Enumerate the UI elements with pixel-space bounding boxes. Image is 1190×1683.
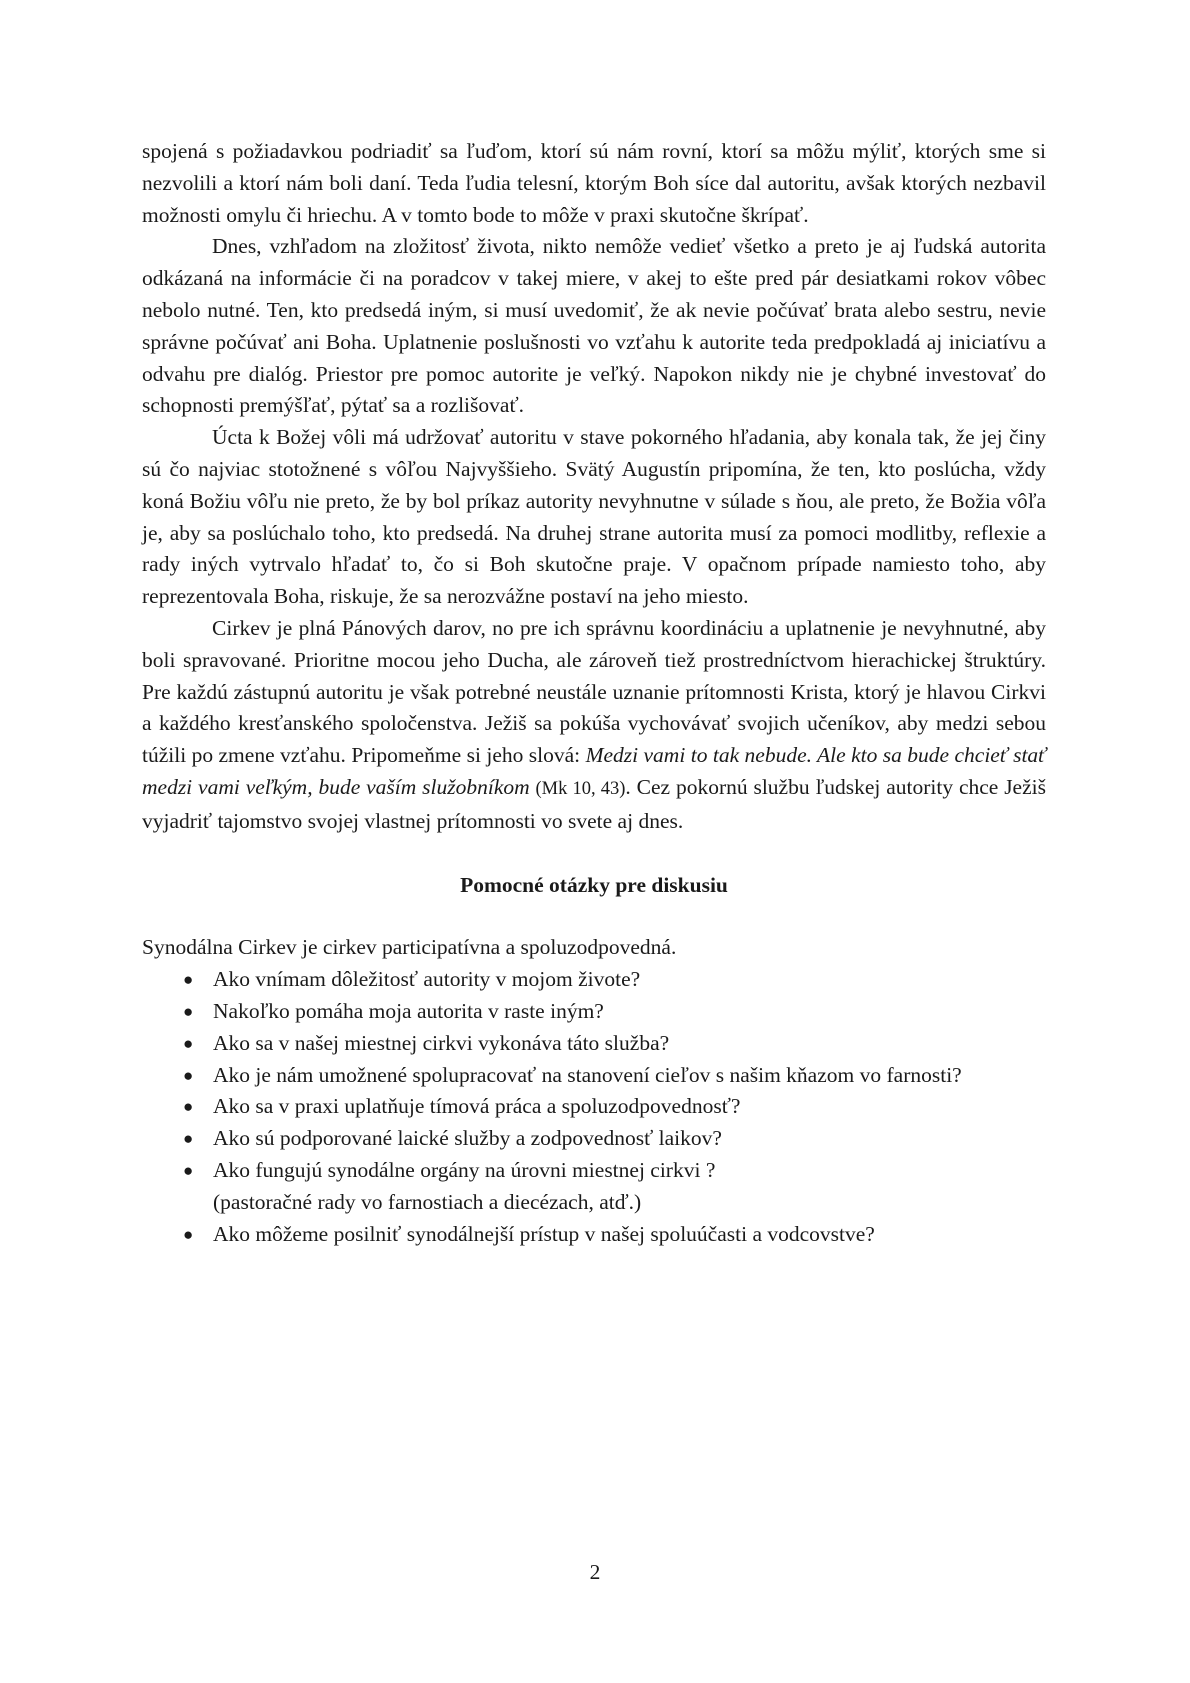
bullet-icon: ● <box>183 970 194 990</box>
question-text: Ako sa v našej miestnej cirkvi vykonáva táto služba? <box>213 1030 670 1055</box>
list-item <box>142 1219 1046 1251</box>
document-page <box>142 136 1046 1250</box>
list-item <box>142 1060 1046 1092</box>
bullet-icon: ● <box>183 1224 194 1244</box>
bible-quote: Medzi vami to tak nebude. Ale kto sa bude chcieť stať medzi vami veľkým, bude vaším služobníkom <box>142 743 1046 799</box>
paragraph-2: Dnes, vzhľadom na zložitosť života, nikto nemôže vedieť všetko a preto je aj ľudská autorita odkázaná na informácie či na poradcov v takej miere, v akej to ešte pred pár desiatkami rokov vôbec nebolo nutné. Ten, kto predsedá iným, si musí uvedomiť, že ak nevie počúvať brata alebo sestru, nevie správne počúvať ani Boha. Uplatnenie poslušnosti vo vzťahu k autorite teda predpokladá aj iniciatívu a odvahu pre dialóg. Priestor pre pomoc autorite je veľký. Napokon nikdy nie je chybné investovať do schopnosti premýšľať, pýtať sa a rozlišovať. <box>142 234 1046 418</box>
list-item <box>142 1028 1046 1060</box>
list-item <box>142 964 1046 996</box>
bullet-icon: ● <box>183 1097 194 1117</box>
list-item <box>142 1091 1046 1123</box>
discussion-intro: Synodálna Cirkev je cirkev participatívna a spoluzodpovedná. <box>142 935 677 960</box>
bullet-icon: ● <box>183 1033 194 1053</box>
list-item <box>142 1123 1046 1155</box>
question-text: Ako vnímam dôležitosť autority v mojom živote? <box>213 967 641 992</box>
bullet-icon: ● <box>183 1160 194 1180</box>
paragraph-3: Úcta k Božej vôli má udržovať autoritu v stave pokorného hľadania, aby konala tak, že jej činy sú čo najviac stotožnené s vôľou Najvyššieho. Svätý Augustín pripomína, že ten, kto poslúcha, vždy koná Božiu vôľu nie preto, že by bol príkaz autority nevyhnutne v súlade s ňou, ale preto, že Božia vôľa je, aby sa poslúchalo toho, kto predsedá. Na druhej strane autorita musí za pomoci modlitby, reflexie a rady iných vytrvalo hľadať to, čo si Boh skutočne praje. V opačnom prípade namiesto toho, aby reprezentovala Boha, riskuje, že sa nerozvážne postaví na jeho miesto. <box>142 425 1046 609</box>
paragraph-4-text-end: . Cez pokornú službu ľudskej autority chce Ježiš vyjadriť tajomstvo svojej vlastnej prítomnosti vo svete aj dnes. <box>142 774 1046 833</box>
list-item <box>142 1155 1046 1219</box>
question-text: Nakoľko pomáha moja autorita v raste iným? <box>213 998 604 1023</box>
paragraph-4 <box>142 613 1046 838</box>
bullet-icon: ● <box>183 1065 194 1085</box>
paragraph-4-text-start: Cirkev je plná Pánových darov, no pre ich správnu koordináciu a uplatnenie je nevyhnutné, aby boli spravované. Prioritne mocou jeho Ducha, ale zároveň tiež prostredníctvom hierachickej štruktúry. Pre každú zástupnú autoritu je však potrebné neustále uznanie prítomnosti Krista, ktorý je hlavou Cirkvi a každého kresťanského spoločenstva. Ježiš sa pokúša vychovávať svojich učeníkov, aby medzi sebou túžili po zmene vzťahu. Pripomeňme si jeho slová: <box>142 615 1046 768</box>
list-item <box>142 996 1046 1028</box>
bullet-icon: ● <box>183 1129 194 1149</box>
paragraph-1: spojená s požiadavkou podriadiť sa ľuďom, ktorí sú nám rovní, ktorí sa môžu mýliť, ktorých sme si nezvolili a ktorí nám boli daní. Teda ľudia telesní, ktorým Boh síce dal autoritu, avšak ktorých nezbavil možnosti omylu či hriechu. A v tomto bode to môže v praxi skutočne škrípať. <box>142 139 1046 227</box>
question-text: Ako sú podporované laické služby a zodpovednosť laikov? <box>213 1126 722 1151</box>
page-number: 2 <box>589 1560 601 1584</box>
question-text: Ako sa v praxi uplatňuje tímová práca a spoluzodpovednosť? <box>213 1094 741 1119</box>
question-text: Ako fungujú synodálne orgány na úrovni miestnej cirkvi ? <box>213 1157 716 1182</box>
question-subtext: (pastoračné rady vo farnostiach a diecézach, atď.) <box>213 1189 642 1214</box>
question-list <box>142 964 1046 1250</box>
bullet-icon: ● <box>183 1001 194 1021</box>
question-text: Ako môžeme posilniť synodálnejší prístup v našej spoluúčasti a vodcovstve? <box>213 1221 875 1246</box>
bible-reference: (Mk 10, 43) <box>535 778 626 799</box>
section-title: Pomocné otázky pre diskusiu <box>460 872 728 897</box>
question-text: Ako je nám umožnené spolupracovať na stanovení cieľov s našim kňazom vo farnosti? <box>213 1062 962 1087</box>
